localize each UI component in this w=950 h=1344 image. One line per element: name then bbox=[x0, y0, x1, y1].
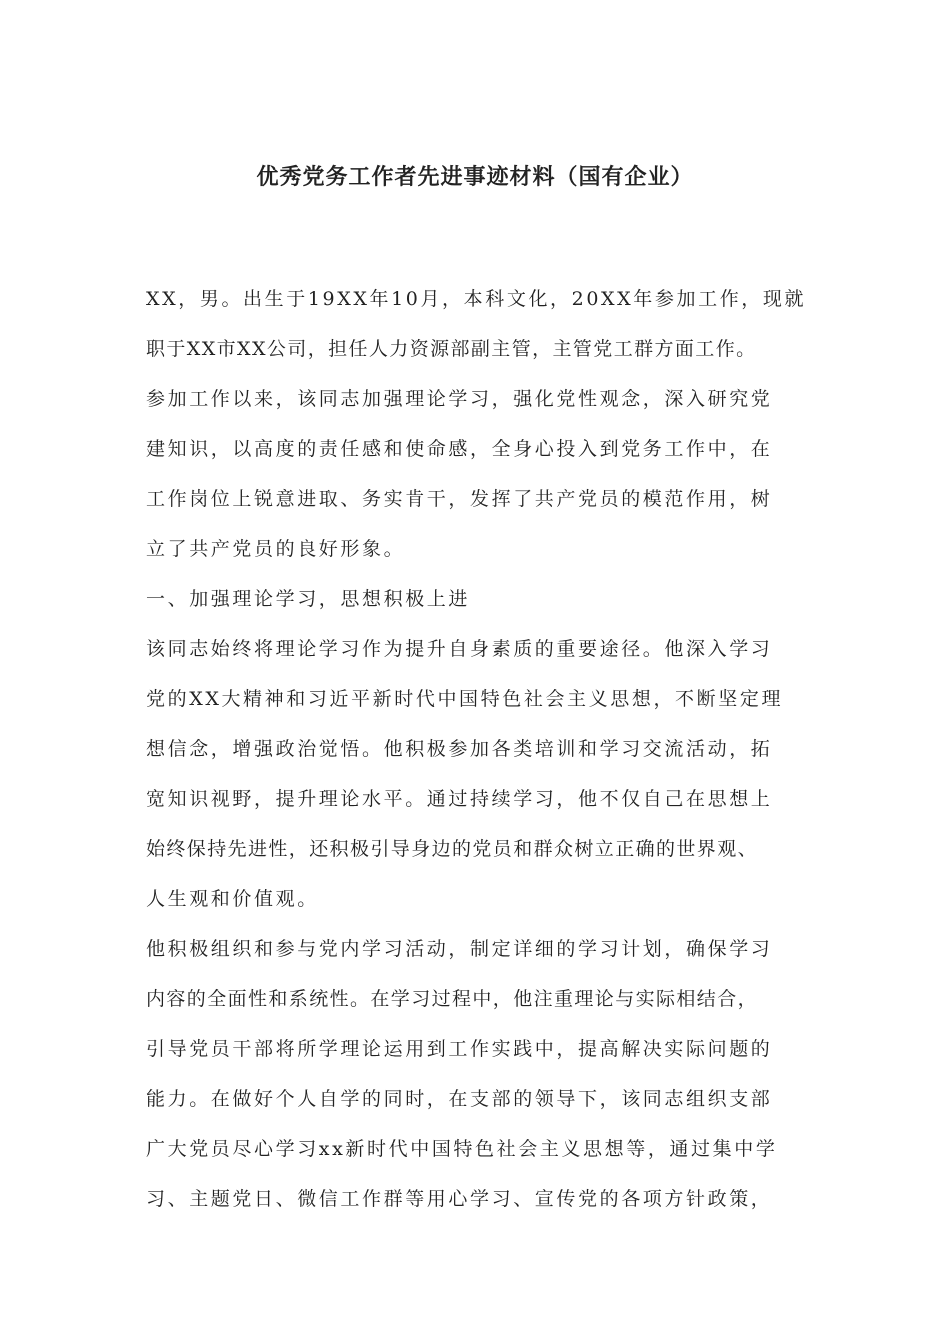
text-line: 人生观和价值观。 bbox=[146, 888, 319, 910]
text-line: 内容的全面性和系统性。在学习过程中，他注重理论与实际相结合， bbox=[146, 988, 759, 1010]
text-line: 始终保持先进性，还积极引导身边的党员和群众树立正确的世界观、 bbox=[146, 838, 759, 860]
text-line: XX，男。出生于19XX年10月，本科文化，20XX年参加工作，现就 bbox=[146, 288, 807, 310]
text-line: 该同志始终将理论学习作为提升自身素质的重要途径。他深入学习 bbox=[146, 638, 773, 660]
text-line: 建知识，以高度的责任感和使命感，全身心投入到党务工作中，在 bbox=[146, 438, 773, 460]
text-line: 他积极组织和参与党内学习活动，制定详细的学习计划，确保学习 bbox=[146, 938, 773, 960]
text-line: 职于XX市XX公司，担任人力资源部副主管，主管党工群方面工作。 bbox=[146, 338, 757, 360]
text-line: 立了共产党员的良好形象。 bbox=[146, 538, 406, 560]
text-line: 习、主题党日、微信工作群等用心学习、宣传党的各项方针政策， bbox=[146, 1188, 773, 1210]
text-line: 广大党员尽心学习xx新时代中国特色社会主义思想等，通过集中学 bbox=[146, 1138, 778, 1160]
document-title: 优秀党务工作者先进事迹材料（国有企业） bbox=[256, 165, 694, 190]
text-line: 党的XX大精神和习近平新时代中国特色社会主义思想，不断坚定理 bbox=[146, 688, 784, 710]
text-line: 想信念，增强政治觉悟。他积极参加各类培训和学习交流活动，拓 bbox=[146, 738, 773, 760]
text-line: 宽知识视野，提升理论水平。通过持续学习，他不仅自己在思想上 bbox=[146, 788, 773, 810]
section-heading: 一、加强理论学习，思想积极上进 bbox=[146, 588, 471, 610]
text-line: 工作岗位上锐意进取、务实肯干，发挥了共产党员的模范作用，树 bbox=[146, 488, 773, 510]
text-line: 能力。在做好个人自学的同时，在支部的领导下，该同志组织支部 bbox=[146, 1088, 773, 1110]
text-line: 引导党员干部将所学理论运用到工作实践中，提高解决实际问题的 bbox=[146, 1038, 773, 1060]
document-body bbox=[146, 274, 816, 1224]
text-line: 参加工作以来，该同志加强理论学习，强化党性观念，深入研究党 bbox=[146, 388, 773, 410]
